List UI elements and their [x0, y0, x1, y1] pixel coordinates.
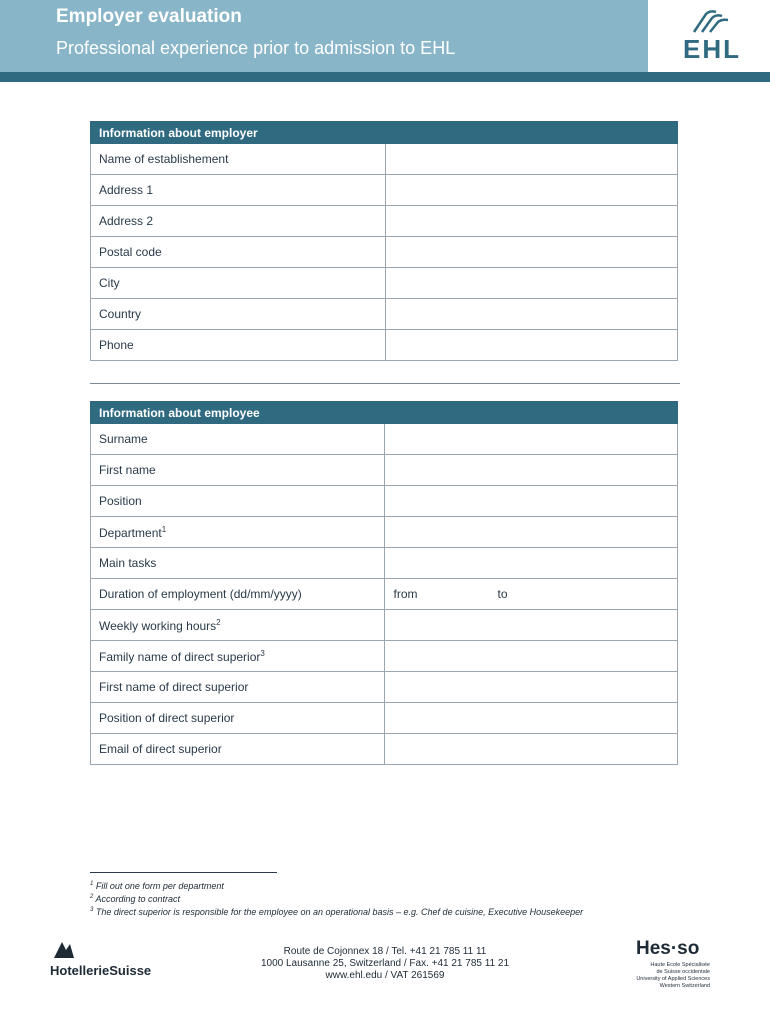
field-label: Address 1 [91, 175, 386, 206]
employer-heading: Information about employer [91, 122, 678, 144]
field-label: Position of direct superior [91, 703, 385, 734]
table-row [91, 299, 678, 330]
field-label: Phone [91, 330, 386, 361]
field-label: Surname [91, 424, 385, 455]
field-label: Country [91, 299, 386, 330]
superior-family-name-input[interactable] [385, 641, 678, 672]
field-label: Name of establishement [91, 144, 386, 175]
postal-code-input[interactable] [385, 237, 677, 268]
table-row [91, 734, 678, 765]
city-input[interactable] [385, 268, 677, 299]
field-label-text: Weekly working hours [99, 618, 217, 633]
superior-position-input[interactable] [385, 703, 678, 734]
employee-heading: Information about employee [91, 402, 678, 424]
employer-table [90, 121, 678, 361]
first-name-input[interactable] [385, 455, 678, 486]
duration-input[interactable] [385, 579, 678, 610]
footnote-ref: 2 [216, 617, 221, 627]
field-label: First name of direct superior [91, 672, 385, 703]
hesso-sub-line: de Suisse occidentale [656, 969, 710, 975]
footnote-ref: 3 [260, 648, 265, 658]
header-banner [0, 0, 648, 72]
table-row [91, 517, 678, 548]
address-line: 1000 Lausanne 25, Switzerland / Fax. +41 21 785 11 21 [260, 958, 510, 969]
footnote [90, 879, 583, 892]
table-row [91, 206, 678, 237]
hesso-sub-line: Haute Ecole Spécialisée [650, 962, 710, 968]
field-label: City [91, 268, 386, 299]
field-label-text: Department [99, 525, 162, 540]
surname-input[interactable] [385, 424, 678, 455]
position-input[interactable] [385, 486, 678, 517]
footnote-divider [90, 872, 277, 873]
footnote-text: Fill out one form per department [95, 881, 224, 891]
establishment-name-input[interactable] [385, 144, 677, 175]
page-subtitle: Professional experience prior to admission to EHL [56, 38, 456, 58]
footnote-num: 1 [90, 881, 94, 887]
table-row [91, 579, 678, 610]
hesso-logo-text: Hes·so [636, 938, 700, 959]
section-divider [90, 383, 680, 384]
table-row [91, 424, 678, 455]
country-input[interactable] [385, 299, 677, 330]
superior-first-name-input[interactable] [385, 672, 678, 703]
table-row [91, 486, 678, 517]
hesso-subtitle [628, 962, 710, 990]
address2-input[interactable] [385, 206, 677, 237]
ehl-logo-text: EHL [683, 34, 741, 64]
weekly-hours-input[interactable] [385, 610, 678, 641]
hesso-sub-line: Western Switzerland [659, 983, 710, 989]
employee-table [90, 401, 678, 765]
table-row [91, 237, 678, 268]
superior-email-input[interactable] [385, 734, 678, 765]
field-label: Postal code [91, 237, 386, 268]
table-row [91, 144, 678, 175]
address1-input[interactable] [385, 175, 677, 206]
table-row [91, 175, 678, 206]
page-title: Employer evaluation [56, 6, 242, 27]
phone-input[interactable] [385, 330, 677, 361]
field-label [91, 517, 385, 548]
to-label: to [497, 587, 508, 601]
field-label [91, 641, 385, 672]
field-label: Email of direct superior [91, 734, 385, 765]
table-row [91, 268, 678, 299]
table-row [91, 610, 678, 641]
footnote-num: 2 [90, 894, 94, 900]
footnote-ref: 1 [161, 524, 167, 534]
hotelleriesuisse-logo-text: HotellerieSuisse [50, 963, 152, 978]
field-label: Position [91, 486, 385, 517]
field-label: Main tasks [91, 548, 385, 579]
main-tasks-input[interactable] [385, 548, 678, 579]
hesso-sub-line: University of Applied Sciences [636, 976, 710, 982]
header-bar [0, 72, 770, 82]
address-line: Route de Cojonnex 18 / Tel. +41 21 785 11 11 [283, 946, 487, 957]
field-label [91, 610, 385, 641]
footnotes [90, 879, 583, 918]
field-label: First name [91, 455, 385, 486]
footnote-text: The direct superior is responsible for the employee on an operational basis – e.g. Chef de cuisine, Executive Housekeeper [95, 907, 584, 917]
table-row [91, 703, 678, 734]
from-label: from [393, 587, 418, 601]
field-label-text: Family name of direct superior [99, 649, 261, 664]
footnote-text: According to contract [95, 894, 181, 904]
table-row [91, 672, 678, 703]
field-label: Duration of employment (dd/mm/yyyy) [91, 579, 385, 610]
table-row [91, 548, 678, 579]
department-input[interactable] [385, 517, 678, 548]
address-line: www.ehl.edu / VAT 261569 [325, 970, 445, 981]
footnote-num: 3 [90, 907, 94, 913]
table-row [91, 455, 678, 486]
hotelleriesuisse-logo-icon [52, 940, 76, 960]
ehl-logo-icon [692, 10, 732, 34]
footnote [90, 892, 583, 905]
table-row [91, 641, 678, 672]
field-label: Address 2 [91, 206, 386, 237]
footer-address [220, 946, 550, 982]
footnote [90, 905, 583, 918]
table-row [91, 330, 678, 361]
